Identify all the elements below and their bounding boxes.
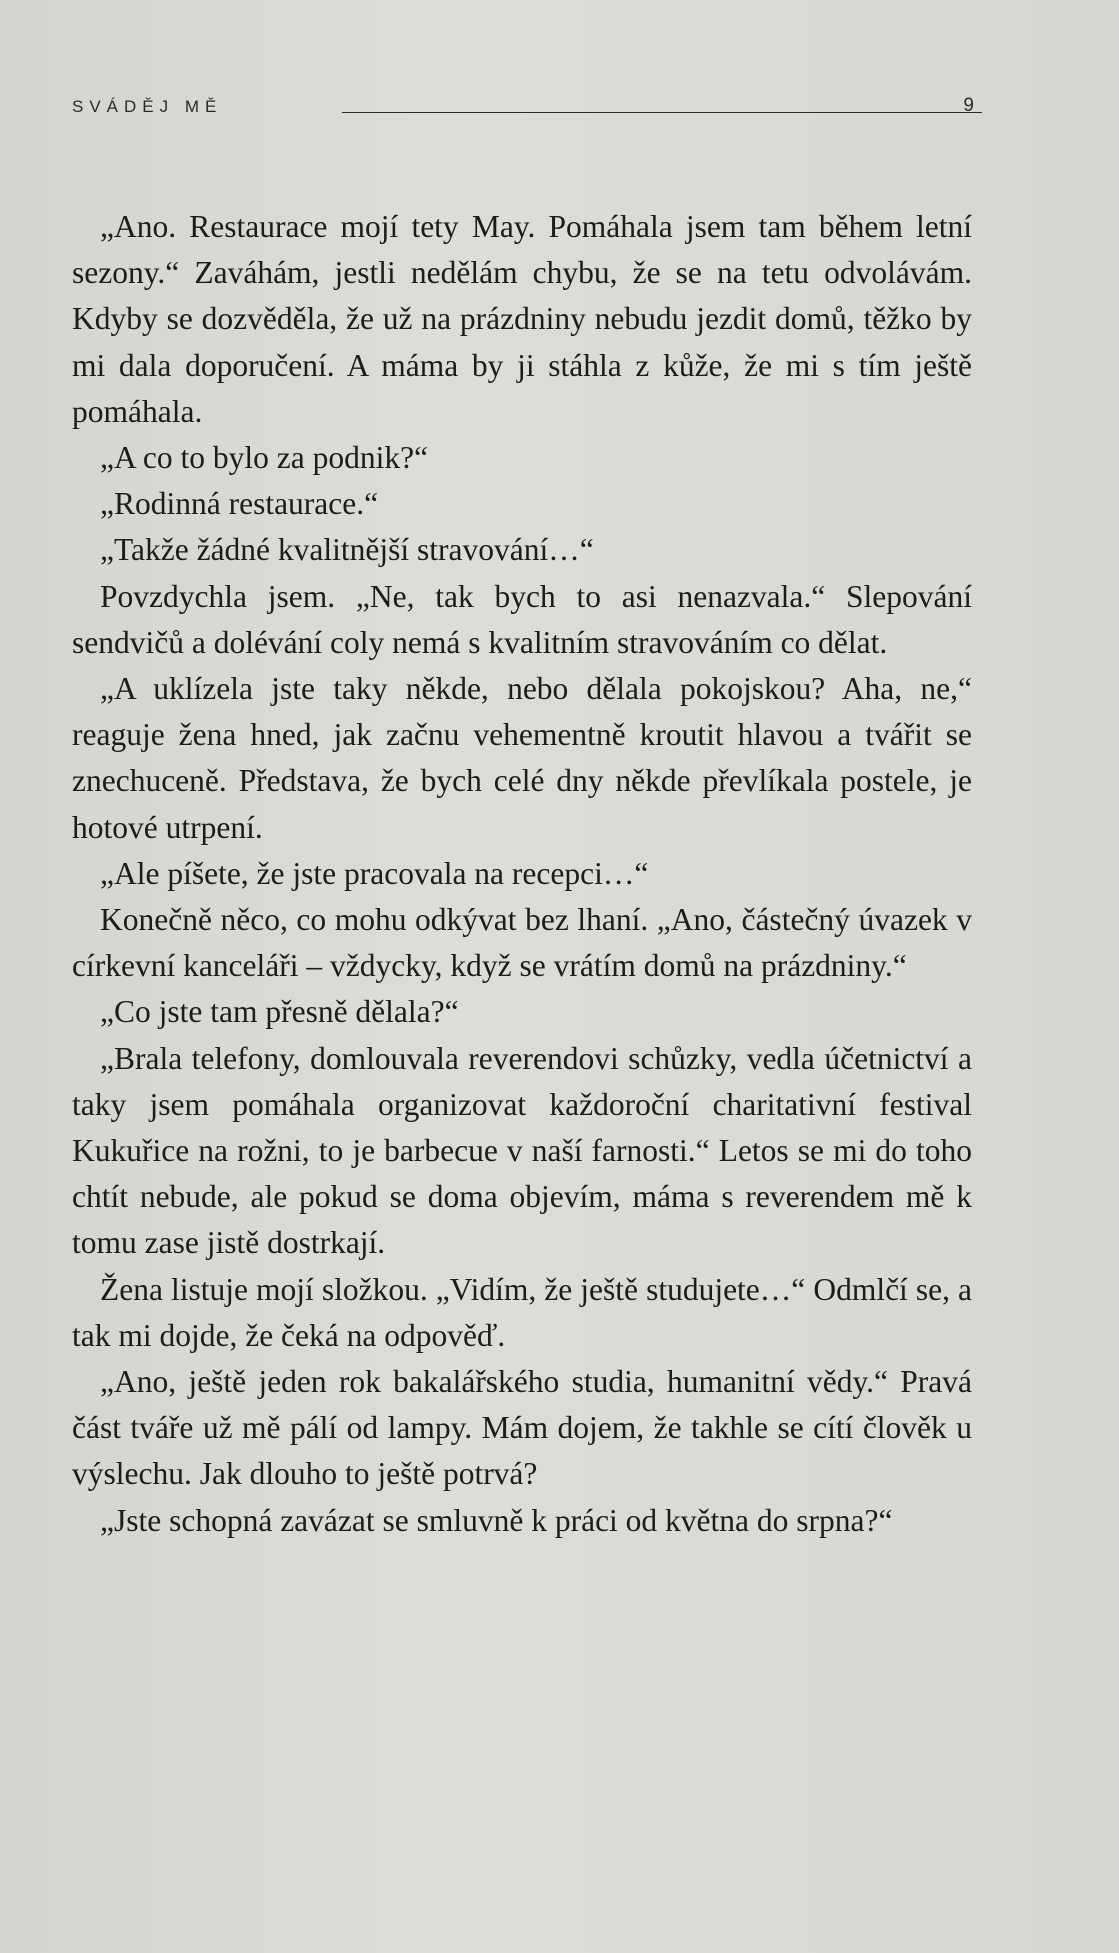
paragraph-2: „A co to bylo za podnik?“	[100, 440, 429, 476]
paragraph-4: „Takže žádné kvalitnější stravování…“	[100, 532, 594, 568]
body-text	[72, 204, 972, 1544]
paragraph-11: Žena listuje mojí složkou. „Vidím, že ještě studujete…“ Odmlčí se, a tak mi dojde, že čeká na odpověď.	[72, 1271, 972, 1353]
paragraph-7: „Ale píšete, že jste pracovala na recepci…“	[100, 855, 649, 891]
paragraph-1: „Ano. Restaurace mojí tety May. Pomáhala jsem tam během letní sezony.“ Zaváhám, jestli nedělám chybu, že se na tetu odvolávám. Kdyby se dozvěděla, že už na prázdniny nebudu jezdit domů, těžko by mi dala doporučení. A máma by ji stáhla z kůže, že mi s tím ještě pomáhala.	[72, 209, 972, 429]
paragraph-8: Konečně něco, co mohu odkývat bez lhaní. „Ano, částečný úvazek v církevní kanceláři – vždycky, když se vrátím domů na prázdniny.“	[72, 902, 972, 984]
paragraph-5: Povzdychla jsem. „Ne, tak bych to asi nenazvala.“ Slepování sendvičů a dolévání coly nemá s kvalitním stravováním co dělat.	[72, 578, 972, 660]
header-rule	[342, 112, 982, 113]
paragraph-3: „Rodinná restaurace.“	[100, 486, 379, 522]
paragraph-10: „Brala telefony, domlouvala reverendovi schůzky, vedla účetnictví a taky jsem pomáhala organizovat každoroční charitativní festival Kukuřice na rožni, to je barbecue v naší farnosti.“ Letos se mi do toho chtít nebude, ale pokud se doma objevím, máma s reverendem mě k tomu zase jistě dostrkají.	[72, 1040, 972, 1261]
running-header-title: SVÁDĚJ MĚ	[72, 97, 223, 116]
paragraph-12: „Ano, ještě jeden rok bakalářského studia, humanitní vědy.“ Pravá část tváře už mě pálí od lampy. Mám dojem, že takhle se cítí člověk u výslechu. Jak dlouho to ještě potrvá?	[72, 1364, 972, 1492]
paragraph-9: „Co jste tam přesně dělala?“	[100, 994, 459, 1030]
paragraph-6: „A uklízela jste taky někde, nebo dělala pokojskou? Aha, ne,“ reaguje žena hned, jak začnu vehementně kroutit hlavou a tvářit se znechuceně. Představa, že bych celé dny někde převlíkala postele, je hotové utrpení.	[72, 671, 972, 845]
paragraph-13: „Jste schopná zavázat se smluvně k práci od května do srpna?“	[100, 1502, 893, 1538]
running-header	[72, 97, 972, 125]
page-number: 9	[963, 95, 974, 116]
